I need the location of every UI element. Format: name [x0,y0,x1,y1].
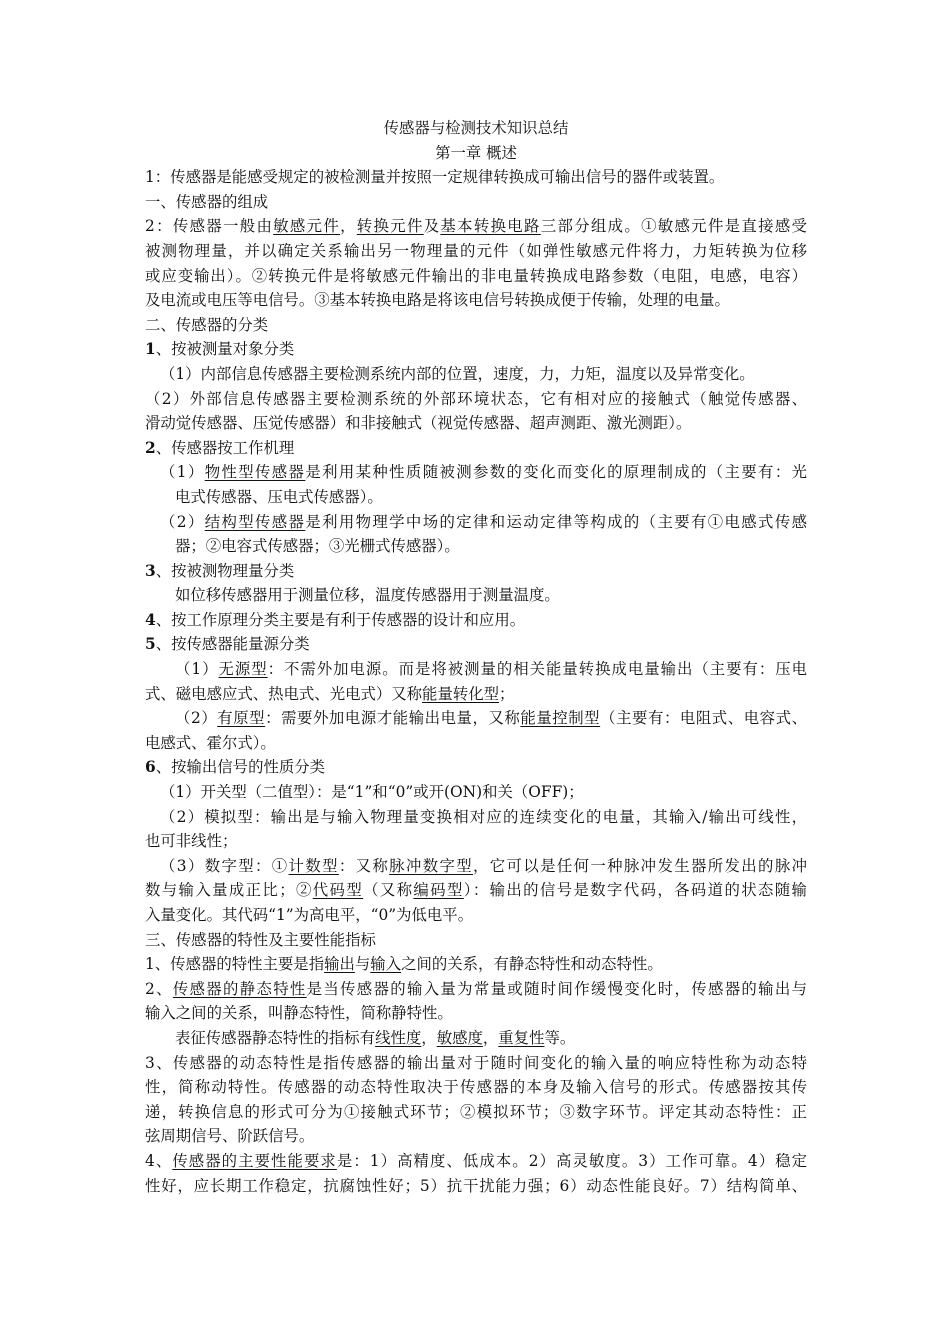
text-run: （2）模拟型：输出是与输入物理量变换相对应的连续变化的电量，其输入/输出可线性， [160,807,807,826]
text-line [145,1149,807,1174]
text-line [145,780,807,805]
item-number: 1 [145,340,156,359]
underlined-term: 能量控制型 [520,709,601,728]
text-run: 表征传感器静态特性的指标有 [175,1028,376,1047]
text-line [145,657,807,682]
document-body [145,116,807,1198]
underlined-term: 基本转换电路 [440,217,541,236]
text-run: 是利用物理学中场的定律和运动定律等构成的（主要有①电感式传感 [305,512,807,531]
text-line [145,829,807,854]
text-run: 是当传感器的输入量为常量或随时间作缓慢变化时，传感器的输出与 [306,979,807,998]
paragraph-lines [145,165,807,1198]
text-run: 、按被测物理量分类 [155,561,295,580]
text-run: 、传感器按工作机理 [155,438,295,457]
text-line [145,583,807,608]
text-line [145,264,807,289]
text-line [145,731,807,756]
text-line [145,485,807,510]
text-line [145,755,807,780]
text-run: 递，转换信息的形式可分为①接触式环节；②模拟环节；③数字环节。评定其动态特性：正 [145,1102,807,1121]
text-line [145,878,807,903]
text-run: 三部分组成。①敏感元件是直接感受 [540,217,807,236]
text-run: 入量变化。其代码“1”为高电平，“0”为低电平。 [145,906,474,924]
underlined-term: 敏感度 [436,1028,483,1047]
text-run: 、按工作原理分类主要是有利于传感器的设计和应用。 [155,610,526,629]
text-run: ， [340,217,357,236]
text-line [145,534,807,559]
text-line [145,608,807,633]
underlined-term: 线性度 [375,1028,422,1047]
text-run: 也可非线性； [145,832,238,851]
document-title: 传感器与检测技术知识总结 [383,119,569,137]
text-run: 、按传感器能量源分类 [155,635,310,654]
text-line [145,977,807,1002]
underlined-term: 转换元件 [356,217,424,236]
chapter-heading: 第一章 概述 [435,143,517,162]
text-run: 电式传感器、压电式传感器）。 [175,487,383,506]
underlined-term: 敏感元件 [273,217,341,236]
text-run: （3）数字型：① [160,856,289,875]
underlined-term: 输入 [370,955,402,974]
text-line [145,1100,807,1125]
text-run: （1）内部信息传感器主要检测系统内部的位置，速度，力，力矩，温度以及异常变化。 [160,364,755,383]
text-run: 三、传感器的特性及主要性能指标 [145,930,376,949]
text-run: 性，简称动特性。传感器的动态特性取决于传感器的本身及输入信号的形式。传感器按其传 [145,1078,807,1097]
text-line [145,559,807,584]
text-run: （又称 [363,881,414,900]
text-run: 一、传感器的组成 [145,192,269,211]
text-line [145,411,807,436]
item-number: 6 [145,758,156,777]
text-line [145,928,807,953]
text-line [145,805,807,830]
text-run: 、按被测量对象分类 [155,340,295,359]
text-run: 及电流或电压等电信号。③基本转换电路是将该电信号转换成便于传输，处理的电量。 [145,291,730,310]
text-line [145,706,807,731]
text-run: （2） [160,512,205,531]
text-line [145,387,807,412]
text-run: 1：传感器是能感受规定的被检测量并按照一定规律转换成可输出信号的器件或装置。 [145,168,725,187]
text-line [145,1075,807,1100]
item-number: 3 [145,561,156,580]
text-run: 性好，应长期工作稳定，抗腐蚀性好；5）抗干扰能力强；6）动态性能良好。7）结构简单、 [145,1176,807,1195]
text-line [145,903,807,928]
text-line [145,436,807,461]
text-run: （1） [160,463,205,482]
underlined-term: 能量转化型 [422,684,500,703]
text-run: 电感式、霍尔式）。 [145,733,276,752]
text-run: ：又称 [338,856,390,875]
text-line [145,1051,807,1076]
underlined-term: 有原型 [217,709,266,728]
underlined-term: 重复性 [498,1028,545,1047]
text-line [145,682,807,707]
text-run: 与 [354,955,371,974]
text-run: 数与输入量成正比；② [145,881,313,900]
text-run: 式、磁电感应式、热电式、光电式）又称 [145,684,423,703]
text-run: 弦周期信号、阶跃信号。 [145,1127,315,1146]
underlined-term: 输出 [324,955,355,974]
text-line [145,854,807,879]
text-run: （1） [175,660,219,679]
text-line [145,190,807,215]
text-run: 及 [423,217,441,236]
underlined-term: 代码型 [312,881,364,900]
text-line [145,510,807,535]
text-run: 滑动觉传感器、压觉传感器）和非接触式（视觉传感器、超声测距、激光测距）。 [145,414,692,433]
text-run: 等。 [544,1028,576,1047]
text-run: （1）开关型（二值型）：是“1”和“0”或开(ON)和关（OFF)； [160,783,584,802]
underlined-term: 物性型传感器 [204,463,306,482]
underlined-term: 无源型 [218,660,268,679]
underlined-term: 脉冲数字型 [389,856,474,875]
underlined-term: 结构型传感器 [204,512,306,531]
text-run: 2：传感器一般由 [145,217,274,236]
text-line [145,362,807,387]
text-line [145,288,807,313]
text-line [145,1124,807,1149]
text-run: 之间的关系，有静态特性和动态特性。 [401,955,663,974]
underlined-term: 编码型 [413,881,464,900]
text-run: 1、传感器的特性主要是指 [145,955,325,974]
text-line [145,165,807,190]
text-run: 是：1）高精度、低成本。2）高灵敏度。3）工作可靠。4）稳定 [336,1151,807,1170]
text-line [145,1174,807,1199]
text-line [145,313,807,338]
text-run: 是利用某种性质随被测参数的变化而变化的原理制成的（主要有：光 [305,463,807,482]
text-run: ， [482,1028,499,1047]
text-run: 二、传感器的分类 [145,315,269,334]
text-run: （主要有：电阻式、电容式、 [600,709,807,728]
text-run: ， [421,1028,437,1047]
underlined-term: 传感器的静态特性 [172,979,307,998]
text-run: 器；②电容式传感器；③光栅式传感器）。 [175,537,460,556]
text-run: 4、 [145,1151,173,1170]
item-number: 5 [145,635,156,654]
text-run: （2）外部信息传感器主要检测系统的外部环境状态，它有相对应的接触式（触觉传感器、 [145,389,807,408]
text-run: 如位移传感器用于测量位移，温度传感器用于测量温度。 [175,586,560,605]
text-run: 3、传感器的动态特性是指传感器的输出量对于随时间变化的输入量的响应特性称为动态特 [145,1053,807,1072]
text-run: ：需要外加电源才能输出电量，又称 [265,709,521,728]
text-line [145,337,807,362]
text-run: ，它可以是任何一种脉冲发生器所发出的脉冲 [473,856,807,875]
underlined-term: 计数型 [288,856,339,875]
text-line [145,952,807,977]
text-run: 、按输出信号的性质分类 [155,758,326,777]
item-number: 2 [145,438,156,457]
text-run: ； [499,684,515,703]
text-run: 输入之间的关系，叫静态特性，简称静特性。 [145,1004,453,1023]
text-line [145,214,807,239]
text-line [145,239,807,264]
text-line [145,1026,807,1051]
text-run: 被测物理量，并以确定关系输出另一物理量的元件（如弹性敏感元件将力，力矩转换为位移 [145,241,807,260]
item-number: 4 [145,610,156,629]
text-line [145,460,807,485]
text-line [145,632,807,657]
text-run: ：不需外加电源。而是将被测量的相关能量转换成电量输出（主要有：压电 [267,660,807,679]
underlined-term: 传感器的主要性能要求 [172,1151,337,1170]
text-line [145,1001,807,1026]
text-run: ）：输出的信号是数字代码，各码道的状态随输 [463,881,807,900]
text-run: 或应变输出）。②转换元件是将敏感元件输出的非电量转换成电路参数（电阻，电感，电容） [145,266,807,285]
text-run: 2、 [145,979,173,998]
text-run: （2） [175,709,218,728]
